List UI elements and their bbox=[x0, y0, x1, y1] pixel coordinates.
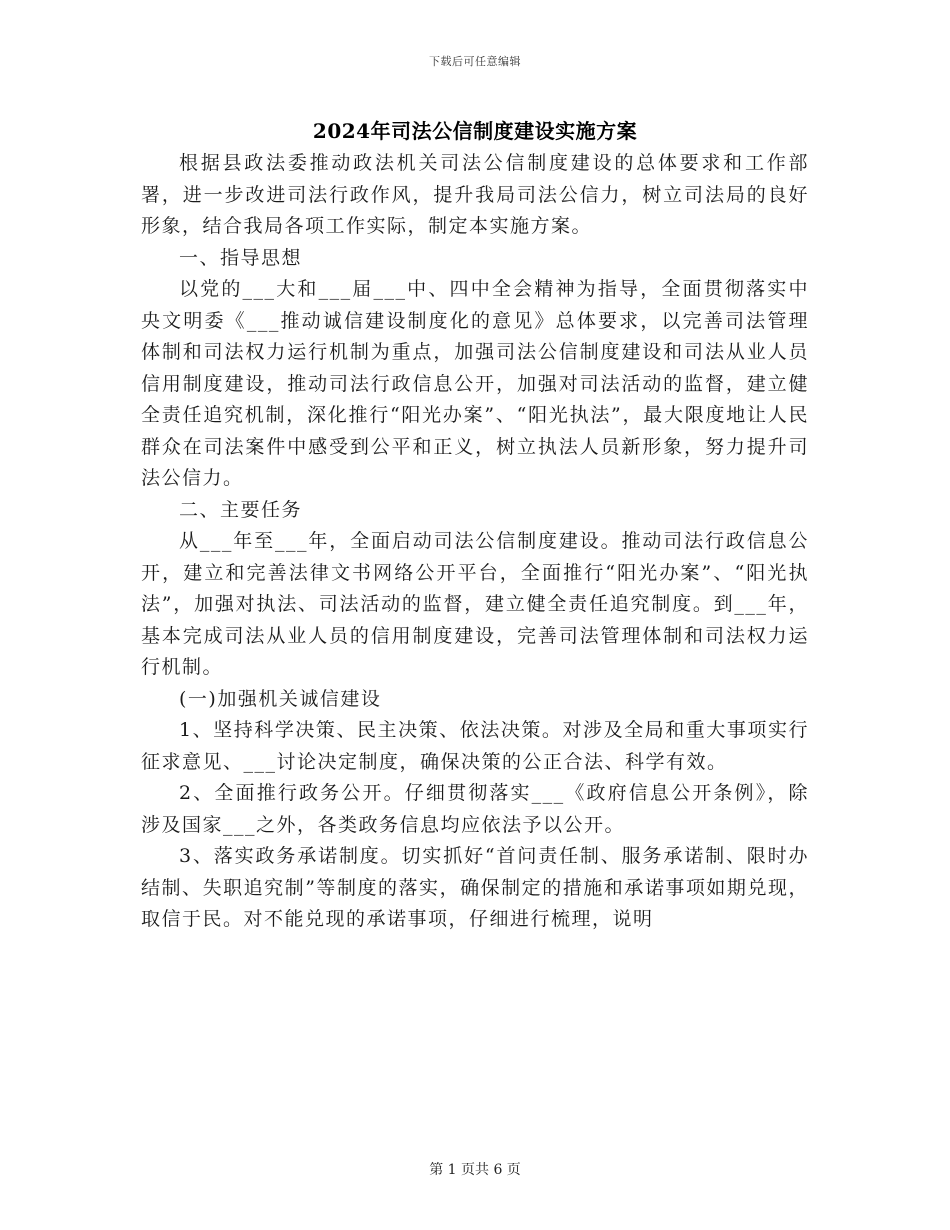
list-item-2: 2、全面推行政务公开。仔细贯彻落实___《政府信息公开条例》，除涉及国家___之外，各类政务信息均应依法予以公开。 bbox=[141, 782, 809, 836]
section-heading-guiding-ideology: 一、指导思想 bbox=[179, 246, 303, 269]
list-item-3: 3、落实政务承诺制度。切实抓好“首问责任制、服务承诺制、限时办结制、失职追究制”等制度的落实，确保制定的措施和承诺事项如期兑现，取信于民。对不能兑现的承诺事项，仔细进行梳理，说明 bbox=[141, 845, 809, 930]
paragraph-guiding-ideology: 以党的___大和___届___中、四中全会精神为指导，全面贯彻落实中央文明委《___推动诚信建设制度化的意见》总体要求，以完善司法管理体制和司法权力运行机制为重点，加强司法公信制度建设和司法从业人员信用制度建设，推动司法行政信息公开，加强对司法活动的监督，建立健全责任追究机制，深化推行“阳光办案”、“阳光执法”，最大限度地让人民群众在司法案件中感受到公平和正义，树立执法人员新形象，努力提升司法公信力。 bbox=[141, 278, 809, 489]
paragraph-main-tasks: 从___年至___年，全面启动司法公信制度建设。推动司法行政信息公开，建立和完善法律文书网络公开平台，全面推行“阳光办案”、“阳光执法”，加强对执法、司法活动的监督，建立健全责任追究制度。到___年，基本完成司法从业人员的信用制度建设，完善司法管理体制和司法权力运行机制。 bbox=[141, 530, 809, 678]
document-body bbox=[141, 148, 809, 936]
document-title: 2024年司法公信制度建设实施方案 bbox=[312, 119, 638, 143]
page-footer: 第 1 页共 6 页 bbox=[429, 1162, 521, 1178]
section-heading-main-tasks: 二、主要任务 bbox=[179, 498, 303, 521]
paragraph-intro: 根据县政法委推动政法机关司法公信制度建设的总体要求和工作部署，进一步改进司法行政作风，提升我局司法公信力，树立司法局的良好形象，结合我局各项工作实际，制定本实施方案。 bbox=[141, 152, 809, 237]
subsection-heading-integrity: (一)加强机关诚信建设 bbox=[179, 687, 382, 710]
header-note: 下载后可任意编辑 bbox=[429, 55, 521, 68]
list-item-1: 1、坚持科学决策、民主决策、依法决策。对涉及全局和重大事项实行征求意见、___讨论决定制度，确保决策的公正合法、科学有效。 bbox=[141, 719, 809, 773]
